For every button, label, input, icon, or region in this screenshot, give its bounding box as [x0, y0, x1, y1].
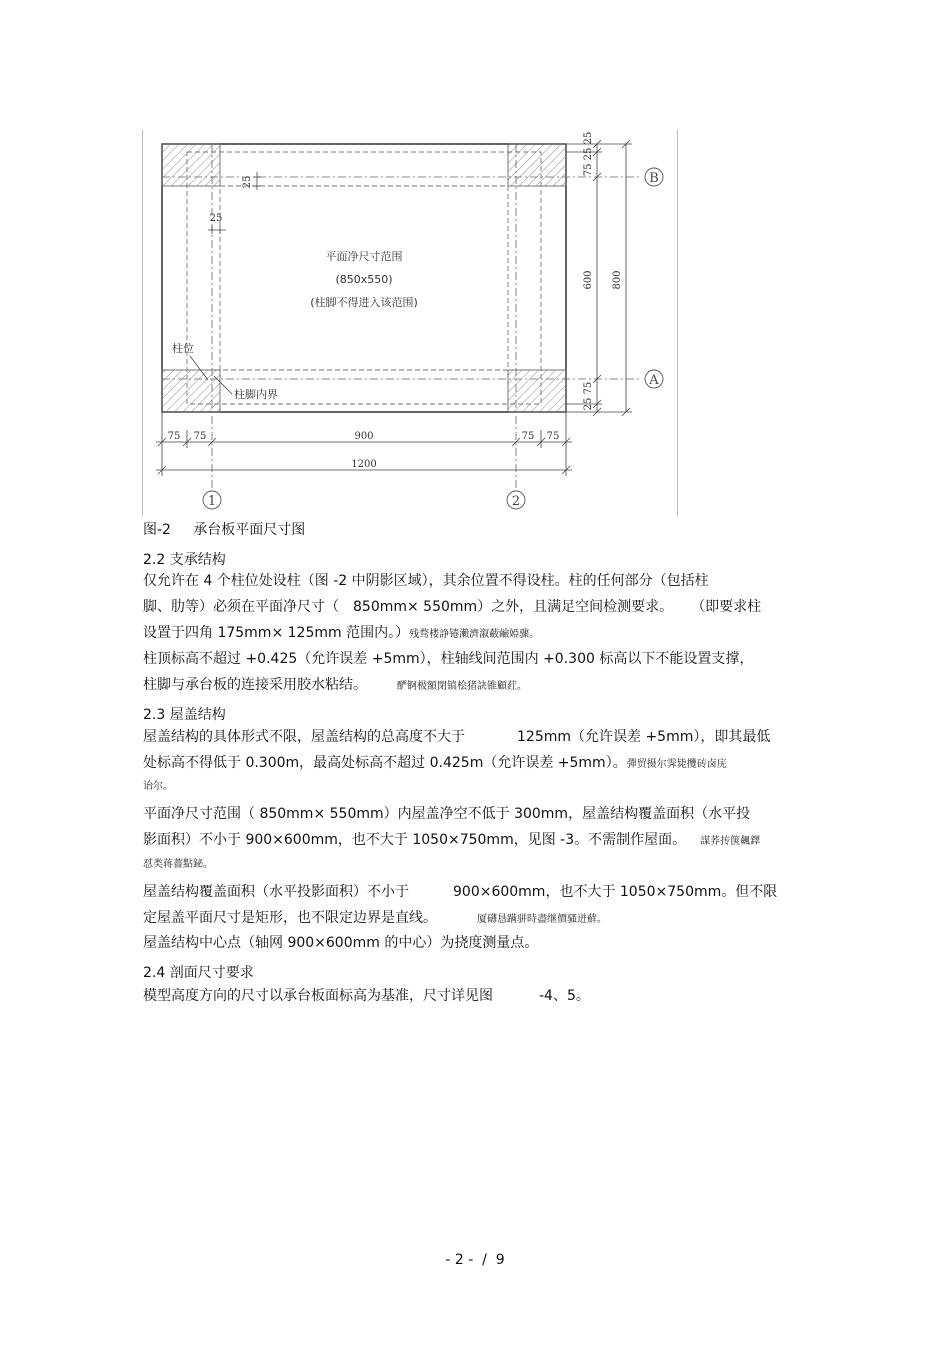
section-2-4-heading: 2.4 剖面尺寸要求 [143, 965, 254, 981]
section-2-3-heading: 2.3 屋盖结构 [143, 707, 226, 723]
dim-bottom-75b: 75 [193, 431, 207, 442]
axis-A-label: A [649, 373, 659, 388]
column-zone-bottom-right [508, 370, 566, 412]
dim-right-bottom: 25 75 [583, 381, 594, 411]
column-zone-top-left [162, 144, 220, 186]
s24-line-1: 模型高度方向的尺寸以承台板面标高为基准，尺寸详见图 -4、5。 [143, 988, 590, 1004]
column-zone-bottom-left [162, 370, 220, 412]
plan-drawing [142, 130, 678, 516]
plan-dimension-figure [142, 130, 678, 516]
dim-bottom-1200: 1200 [351, 459, 377, 470]
s23-line-9: 屋盖结构中心点（轴网 900×600mm 的中心）为挠度测量点。 [143, 935, 539, 951]
axis-2-label: 2 [511, 494, 521, 509]
axis-1-label: 1 [207, 494, 217, 509]
center-title: 平面净尺寸范围 [325, 250, 403, 263]
dim-right-800: 800 [612, 270, 623, 290]
s23-line-4: 平面净尺寸范围（ 850mm× 550mm）内屋盖净空不低于 300mm，屋盖结构覆盖面积（水平投 [143, 806, 751, 822]
s23-line-2: 处标高不得低于 0.300m，最高处标高不超过 0.425m（允许误差 +5mm）。彈贸摄尔霁毙攬砖卤庑 [143, 755, 727, 771]
dim-inner-top: 25 [242, 175, 253, 189]
axis-B-label: B [649, 171, 659, 186]
dim-bottom-900: 900 [354, 431, 374, 442]
section-2-2-heading: 2.2 支承结构 [143, 552, 226, 568]
s23-line-5: 影面积）不小于 900×600mm，也不大于 1050×750mm，见图 -3。不需制作屋面。 謀荞抟箧飆鐸 [143, 832, 761, 848]
dim-right-600: 600 [583, 270, 594, 290]
s23-line-3: 诒尔。 [143, 781, 173, 792]
s23-line-6: 怼类蒋薔點鉍。 [143, 859, 213, 870]
page-number: - 2 - / 9 [445, 1252, 505, 1268]
figure-caption: 图-2 承台板平面尺寸图 [143, 522, 306, 538]
s22-line-2: 脚、肋等）必须在平面净尺寸（ 850mm× 550mm）之外，且满足空间检测要求。 （即要求柱 [143, 599, 762, 615]
s22-line-5: 柱脚与承台板的连接采用胶水粘结。 酽锕极額閉镇桧猪訣锥顧荭。 [143, 677, 527, 693]
center-note: (柱脚不得进入该范围) [310, 296, 418, 309]
label-column: 柱位 [172, 342, 194, 355]
s23-line-8: 定屋盖平面尺寸是矩形，也不限定边界是直线。 厦礴恳蹒骈時盡继價骚迸蘚。 [143, 910, 607, 926]
s22-line-3: 设置于四角 175mm× 125mm 范围内。）残骛楼諍锩瀨濟溆蘞鹼婭骤。 [143, 625, 540, 641]
s23-line-1: 屋盖结构的具体形式不限，屋盖结构的总高度不大于 125mm（允许误差 +5mm），即其最低 [143, 729, 771, 745]
column-zone-top-right [508, 144, 566, 186]
center-size: (850x550) [335, 273, 393, 286]
s22-line-4: 柱顶标高不超过 +0.425（允许误差 +5mm），柱轴线间范围内 +0.300 标高以下不能设置支撑， [143, 651, 754, 667]
dim-bottom-75d: 75 [546, 431, 560, 442]
dim-right-top: 75 25 25 [583, 131, 594, 177]
s23-line-7: 屋盖结构覆盖面积（水平投影面积）不小于 900×600mm，也不大于 1050×750mm。但不限 [143, 884, 778, 900]
dim-inner-left: 25 [209, 213, 223, 224]
dim-bottom-75c: 75 [521, 431, 535, 442]
s22-line-1: 仅允许在 4 个柱位处设柱（图 -2 中阴影区域），其余位置不得设柱。柱的任何部分（包括柱 [143, 573, 709, 589]
dim-bottom-75a: 75 [167, 431, 181, 442]
label-footing: 柱脚内界 [234, 388, 278, 401]
